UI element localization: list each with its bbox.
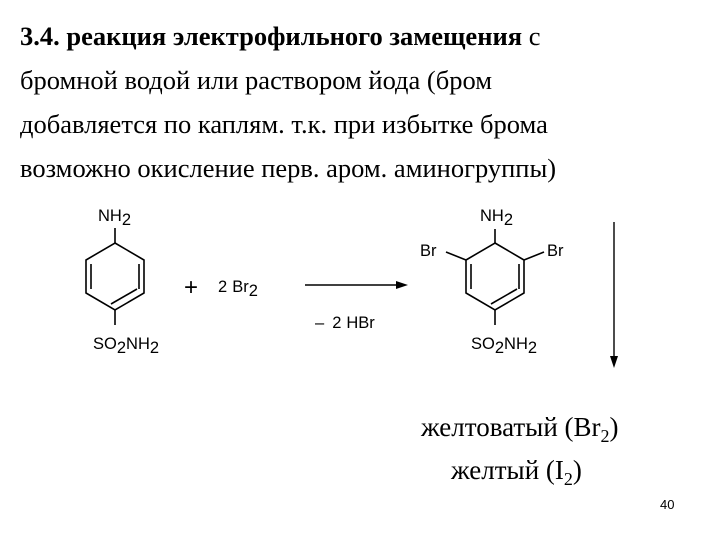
precipitate-arrow: [610, 222, 618, 368]
observation-i2: желтый $(I_2)$: [451, 455, 582, 489]
product-bottom-group: SO2NH2: [471, 335, 538, 357]
heading-line3: добавляется по каплям. т.к. при избытке брома: [20, 109, 548, 139]
observation-br2: желтоватый $(Br_2)$: [421, 412, 619, 446]
product-top-group: NH2: [480, 207, 514, 229]
page-number: 40: [660, 497, 675, 512]
product-benzene-ring: [466, 243, 524, 310]
product-left-substituent: Br: [420, 242, 437, 260]
product-structure: [446, 229, 544, 325]
heading-line1-rest: с: [528, 21, 541, 51]
reactant-structure: [86, 228, 144, 325]
reaction-arrow: [305, 281, 408, 289]
heading-line2: бромной водой или раствором йода (бром: [20, 65, 492, 95]
reagent-formula: 2 Br2: [218, 278, 258, 300]
plus-sign: +: [184, 274, 199, 301]
product-bond-right-br: [524, 252, 544, 260]
product-double-bond: [491, 289, 517, 304]
reactant-double-bond: [111, 289, 137, 304]
reactant-bottom-group: SO2NH2: [93, 335, 160, 357]
heading-bold-text: реакция электрофильного замещения: [66, 21, 523, 51]
byproduct-formula: – 2 HBr: [315, 314, 375, 332]
reactant-top-group: NH2: [98, 207, 132, 229]
product-bond-left-br: [446, 252, 466, 260]
heading-number: 3.4.: [20, 21, 60, 51]
reactant-benzene-ring: [86, 243, 144, 310]
heading-line4: возможно окисление перв. аром. аминогруппы): [20, 153, 557, 183]
product-right-substituent: Br: [547, 242, 564, 260]
